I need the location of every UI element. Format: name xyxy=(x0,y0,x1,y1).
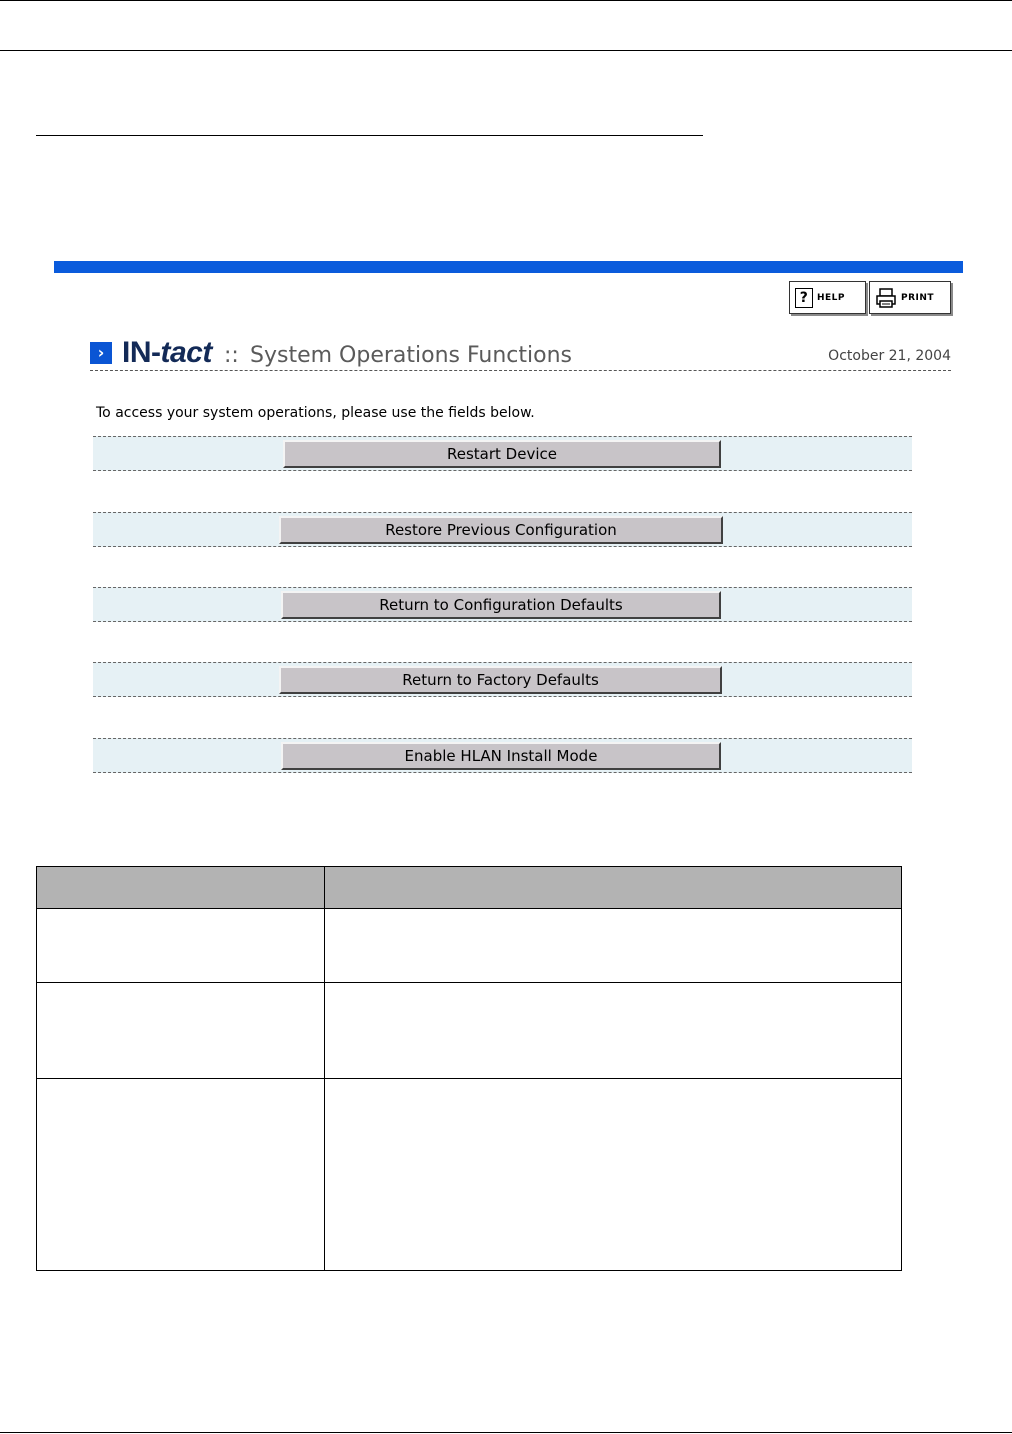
printer-icon xyxy=(875,287,897,309)
table-header-cell xyxy=(37,867,325,909)
title-separator: :: xyxy=(224,343,239,368)
table-cell xyxy=(325,983,902,1079)
return-to-factory-defaults-button[interactable]: Return to Factory Defaults xyxy=(279,666,722,694)
restart-device-button[interactable]: Restart Device xyxy=(283,440,721,468)
operation-row xyxy=(93,738,912,773)
table-row xyxy=(37,1079,902,1271)
operation-row xyxy=(93,662,912,697)
table-cell xyxy=(37,1079,325,1271)
page-header-rule xyxy=(0,50,1012,51)
help-label: HELP xyxy=(817,292,846,303)
table-cell xyxy=(37,983,325,1079)
operation-row xyxy=(93,512,912,547)
help-icon: ? xyxy=(795,288,813,308)
page-header-rule-top xyxy=(0,0,1012,1)
chevron-right-icon: › xyxy=(90,342,112,364)
table-cell xyxy=(325,909,902,983)
table-row xyxy=(37,909,902,983)
restore-previous-configuration-button[interactable]: Restore Previous Configuration xyxy=(279,516,723,544)
brand-logo: IN-tact xyxy=(122,336,212,369)
enable-hlan-install-mode-button[interactable]: Enable HLAN Install Mode xyxy=(281,742,721,770)
table-row xyxy=(37,983,902,1079)
table-header-row xyxy=(37,867,902,909)
field-description-table xyxy=(36,866,902,1271)
operation-row xyxy=(93,587,912,622)
page-title-bar xyxy=(90,336,951,371)
help-button[interactable] xyxy=(789,281,866,314)
page-footer-rule xyxy=(0,1432,1012,1433)
return-to-configuration-defaults-button[interactable]: Return to Configuration Defaults xyxy=(281,591,721,619)
table-cell xyxy=(37,909,325,983)
print-button[interactable] xyxy=(869,281,951,314)
header-accent-bar xyxy=(54,261,963,273)
table-cell xyxy=(325,1079,902,1271)
page-date: October 21, 2004 xyxy=(828,348,951,364)
page-title: System Operations Functions xyxy=(250,343,573,368)
table-header-cell xyxy=(325,867,902,909)
operation-row xyxy=(93,436,912,471)
print-label: PRINT xyxy=(901,292,935,303)
intro-text: To access your system operations, please use the fields below. xyxy=(96,405,535,421)
section-underline xyxy=(36,135,703,136)
